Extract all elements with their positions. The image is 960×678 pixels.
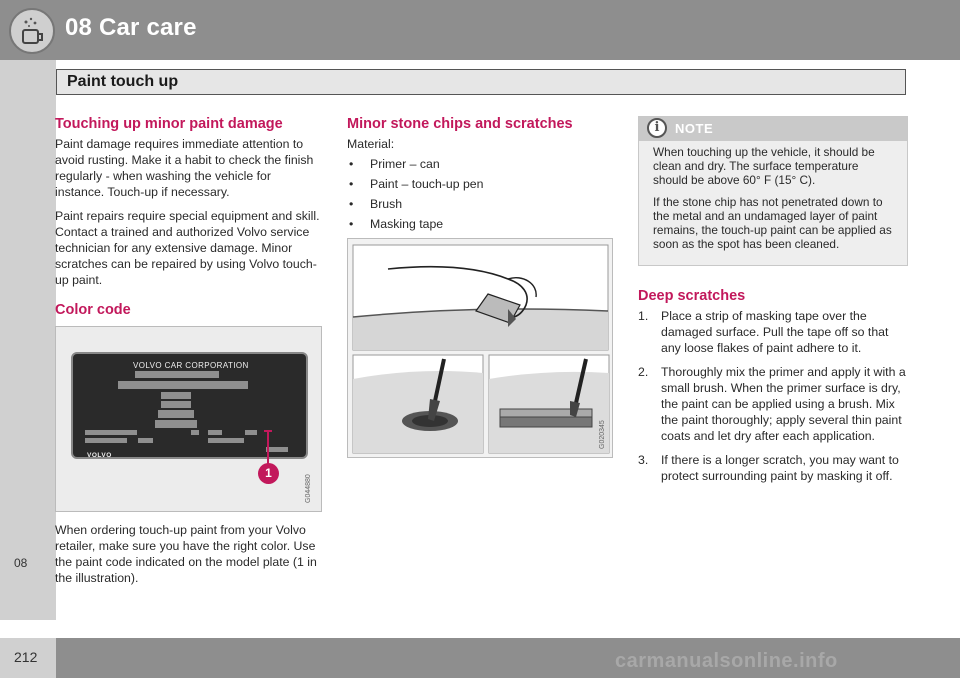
plate-title: VOLVO CAR CORPORATION <box>133 361 249 370</box>
page-header <box>0 0 960 60</box>
steps-list <box>638 308 908 484</box>
column-left <box>55 116 321 594</box>
note-paragraph: If the stone chip has not penetrated down to the metal and an undamaged layer of paint remains, the touch-up paint can be applied as soon as the spot has been cleaned. <box>653 195 892 251</box>
heading-stone-chips: Minor stone chips and scratches <box>347 116 573 132</box>
note-box <box>638 116 908 266</box>
note-paragraph: When touching up the vehicle, it should be clean and dry. The surface temperature should be above 60° F (15° C). <box>653 145 875 187</box>
page-number: 212 <box>14 649 38 665</box>
list-item: • Masking tape <box>347 216 613 232</box>
paragraph: Paint repairs require special equipment and skill. Contact a trained and authorized Volvo service technician for any extensive damage. Minor scratches can be repaired by using Volvo touch-up paint. <box>55 209 320 287</box>
watermark: carmanualsonline.info <box>615 650 838 672</box>
chapter-number: 08 <box>14 556 28 570</box>
note-body <box>639 141 907 265</box>
figure-code: G044880 <box>305 474 312 503</box>
plate-brand: VOLVO <box>87 452 112 459</box>
list-item: 1. Place a strip of masking tape over the damaged surface. Pull the tape off so that any loose flakes of paint adhere to it. <box>638 309 889 355</box>
column-right <box>638 116 908 492</box>
callout-leader <box>56 327 323 513</box>
paragraph: Paint damage requires immediate attention to avoid rusting. Make it a habit to check the finish regularly - when washing the vehicle for instance. Touch-up if necessary. <box>55 137 314 199</box>
chapter-title: 08 Car care <box>65 14 197 41</box>
section-bar <box>56 69 906 95</box>
heading-color-code: Color code <box>55 302 131 318</box>
touch-up-figure <box>347 238 613 458</box>
list-item: • Paint – touch-up pen <box>347 176 613 192</box>
figure-code: G020345 <box>599 420 606 449</box>
info-icon: i <box>647 118 667 138</box>
model-plate-figure <box>55 326 322 512</box>
column-middle <box>347 116 613 458</box>
touch-up-illustration <box>348 239 614 459</box>
heading-minor-paint-damage: Touching up minor paint damage <box>55 116 283 132</box>
car-care-icon <box>9 8 55 54</box>
paragraph: When ordering touch-up paint from your Volvo retailer, make sure you have the right color. Use the paint code indicated on the model plate (1 in the illustration). <box>55 523 317 585</box>
materials-list <box>347 156 613 232</box>
callout-1: 1 <box>258 463 279 484</box>
page-number-box <box>0 638 56 678</box>
note-header <box>639 117 907 141</box>
material-label: Material: <box>347 137 395 151</box>
list-item: • Brush <box>347 196 613 212</box>
note-title: NOTE <box>675 121 714 136</box>
list-item: • Primer – can <box>347 156 613 172</box>
list-item: 2. Thoroughly mix the primer and apply it with a small brush. When the primer surface is dry, the paint can be applied using a brush. Mix the paint thoroughly; apply several thin paint coats and let dry after each application. <box>638 365 906 443</box>
heading-deep-scratches: Deep scratches <box>638 288 746 304</box>
section-title: Paint touch up <box>67 73 179 90</box>
chapter-sidebar <box>0 60 56 620</box>
list-item: 3. If there is a longer scratch, you may want to protect surrounding paint by masking it off. <box>638 453 899 483</box>
